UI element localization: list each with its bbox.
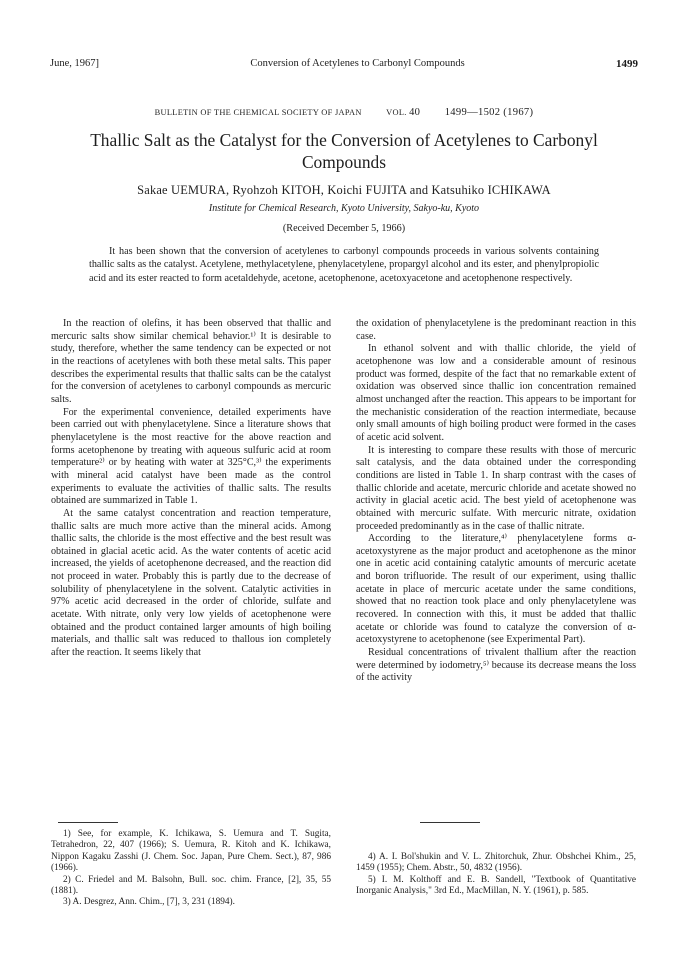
journal-volume-label: VOL. bbox=[386, 108, 407, 117]
running-head-date: June, 1967] bbox=[50, 58, 99, 69]
body-paragraph: At the same catalyst concentration and reaction temperature, thallic salts are much more active than the mineral acids. Among thallic salts, the chloride is the most effective and the best result was obtained in glacial acetic acid. As the water contents of acetic acid increased, the yields of acetophenone decreased, and the reaction did not proceed in water. Probably this is partly due to the decrease of solubility of phenylacetylene in the solvent. Catalytic activities in 97% acetic acid decreased in the order of chloride, sulfate and acetate. With nitrate, only very low yields of acetophenone were obtained and the product contained larger amounts of high boiling materials, and thallic salt was reduced to thallous ion completely after the reaction. It seems likely that bbox=[51, 507, 331, 659]
body-paragraph: In ethanol solvent and with thallic chloride, the yield of acetophenone was low and a considerable amount of resinous product was formed, despite of the fact that no remarkable extent of oxidation was observed since thallic ion concentration remained almost unchanged after the reaction. This appears to be important for the mechanistic consideration of the reaction intermediate, because only small amounts of high boiling product were formed in the cases of acetic acid solvent. bbox=[356, 343, 636, 443]
paper-title: Thallic Salt as the Catalyst for the Conversion of Acetylenes to Carbonyl Compounds bbox=[90, 130, 598, 172]
footnote: 2) C. Friedel and M. Balsohn, Bull. soc. chim. France, [2], 35, 55 (1881). bbox=[51, 874, 331, 897]
footnote-rule bbox=[420, 822, 480, 823]
footnote: 1) See, for example, K. Ichikawa, S. Uemura and T. Sugita, Tetrahedron, 22, 407 (1966); S. Uemura, R. Kitoh and K. Ichikawa, Nippon Kagaku Zasshi (J. Chem. Soc. Japan, Pure Chem. Sect.), 87, 986 (1966). bbox=[51, 829, 331, 874]
footnote: 5) I. M. Kolthoff and E. B. Sandell, "Textbook of Quantitative Inorganic Analysis," 3rd Ed., MacMillan, N. Y. (1961), p. 585. bbox=[356, 874, 636, 897]
page-number: 1499 bbox=[615, 58, 638, 70]
authors: Sakae UEMURA, Ryohzoh KITOH, Koichi FUJITA and Katsuhiko ICHIKAWA bbox=[137, 183, 551, 197]
footnote-rule bbox=[58, 822, 118, 823]
running-head bbox=[50, 58, 638, 70]
footnotes-right bbox=[356, 852, 636, 898]
journal-line bbox=[0, 107, 688, 118]
body-paragraph: Residual concentrations of trivalent thallium after the reaction were determined by iodometry,⁵⁾ because its decrease means the loss of the activity bbox=[356, 647, 636, 684]
received-date: (Received December 5, 1966) bbox=[282, 223, 406, 234]
journal-name: BULLETIN OF THE CHEMICAL SOCIETY OF JAPAN bbox=[154, 108, 362, 117]
body-paragraph: For the experimental convenience, detailed experiments have been carried out with phenylacetylene. Since a literature shows that phenylacetylene is the most reactive for the above reaction and forms acetophenone by treating with aqueous sulfuric acid at room temperature²⁾ or by heating with water at 325°C,³⁾ the experiments with mineral acid catalyst have been made as the control experiments to evaluate the activities of thallic salts. The results obtained are summarized in Table 1. bbox=[51, 406, 331, 507]
body-column-left bbox=[51, 318, 331, 660]
footnotes-left bbox=[51, 829, 331, 909]
body-paragraph: According to the literature,⁴⁾ phenylacetylene forms α-acetoxystyrene as the major product and acetophenone as the minor one in acetic acid containing catalytic amounts of mercuric acetate and boron trifluoride. The result of our experiment, using thallic acetate in place of mercuric acetate under the same conditions, showed that no reaction took place and only phenylacetylene was recovered. In connection with this, it must be added that thallic acetate or chloride was found to catalyze the conversion of α-acetoxystyrene to acetophenone (see Experimental Part). bbox=[356, 533, 636, 646]
footnote: 4) A. I. Bol'shukin and V. L. Zhitorchuk, Zhur. Obshchei Khim., 25, 1459 (1955); Chem. Abstr., 50, 4832 (1956). bbox=[356, 852, 636, 874]
footnote: 3) A. Desgrez, Ann. Chim., [7], 3, 231 (1894). bbox=[63, 897, 235, 908]
running-head-title: Conversion of Acetylenes to Carbonyl Compounds bbox=[250, 58, 465, 69]
journal-volume bbox=[386, 108, 420, 117]
body-paragraph: It is interesting to compare these results with those of mercuric salt catalysis, and the data obtained under the corresponding conditions are listed in Table 1. In sharp contrast with the cases of thallic chloride and acetate, mercuric chloride and acetate showed no activity in glacial acetic acid. The best yield of acetophenone was obtained with mercuric sulfate. With mercuric nitrate, oxidation proceeded predominantly as in the case of thallic nitrate. bbox=[356, 444, 636, 532]
body-paragraph: In the reaction of olefins, it has been observed that thallic and mercuric salts show similar chemical behavior.¹⁾ It is desirable to study, therefore, whether the same tendency can be expected or not in the reactions of acetylenes with both these metal salts. This paper describes the experimental results that thallic salts can be the catalyst for the conversion of acetylenes to carbonyl compounds as mercuric salts. bbox=[51, 318, 331, 405]
body-paragraph: the oxidation of phenylacetylene is the predominant reaction in this case. bbox=[356, 318, 636, 342]
body-column-right bbox=[356, 318, 636, 685]
journal-volume-number: 40 bbox=[409, 107, 421, 118]
institute: Institute for Chemical Research, Kyoto University, Sakyo-ku, Kyoto bbox=[208, 203, 480, 214]
abstract: It has been shown that the conversion of acetylenes to carbonyl compounds proceeds in various solvents containing thallic salts as the catalyst. Acetylene, methylacetylene, phenylacetylene, propargyl alcohol and its ester, and phenylpropiolic acid and its ester reacted to form acetaldehyde, acetone, acetophenone, acetoxyacetone and acetophenone respectively. bbox=[89, 246, 599, 284]
journal-pages: 1499—1502 (1967) bbox=[444, 107, 534, 118]
